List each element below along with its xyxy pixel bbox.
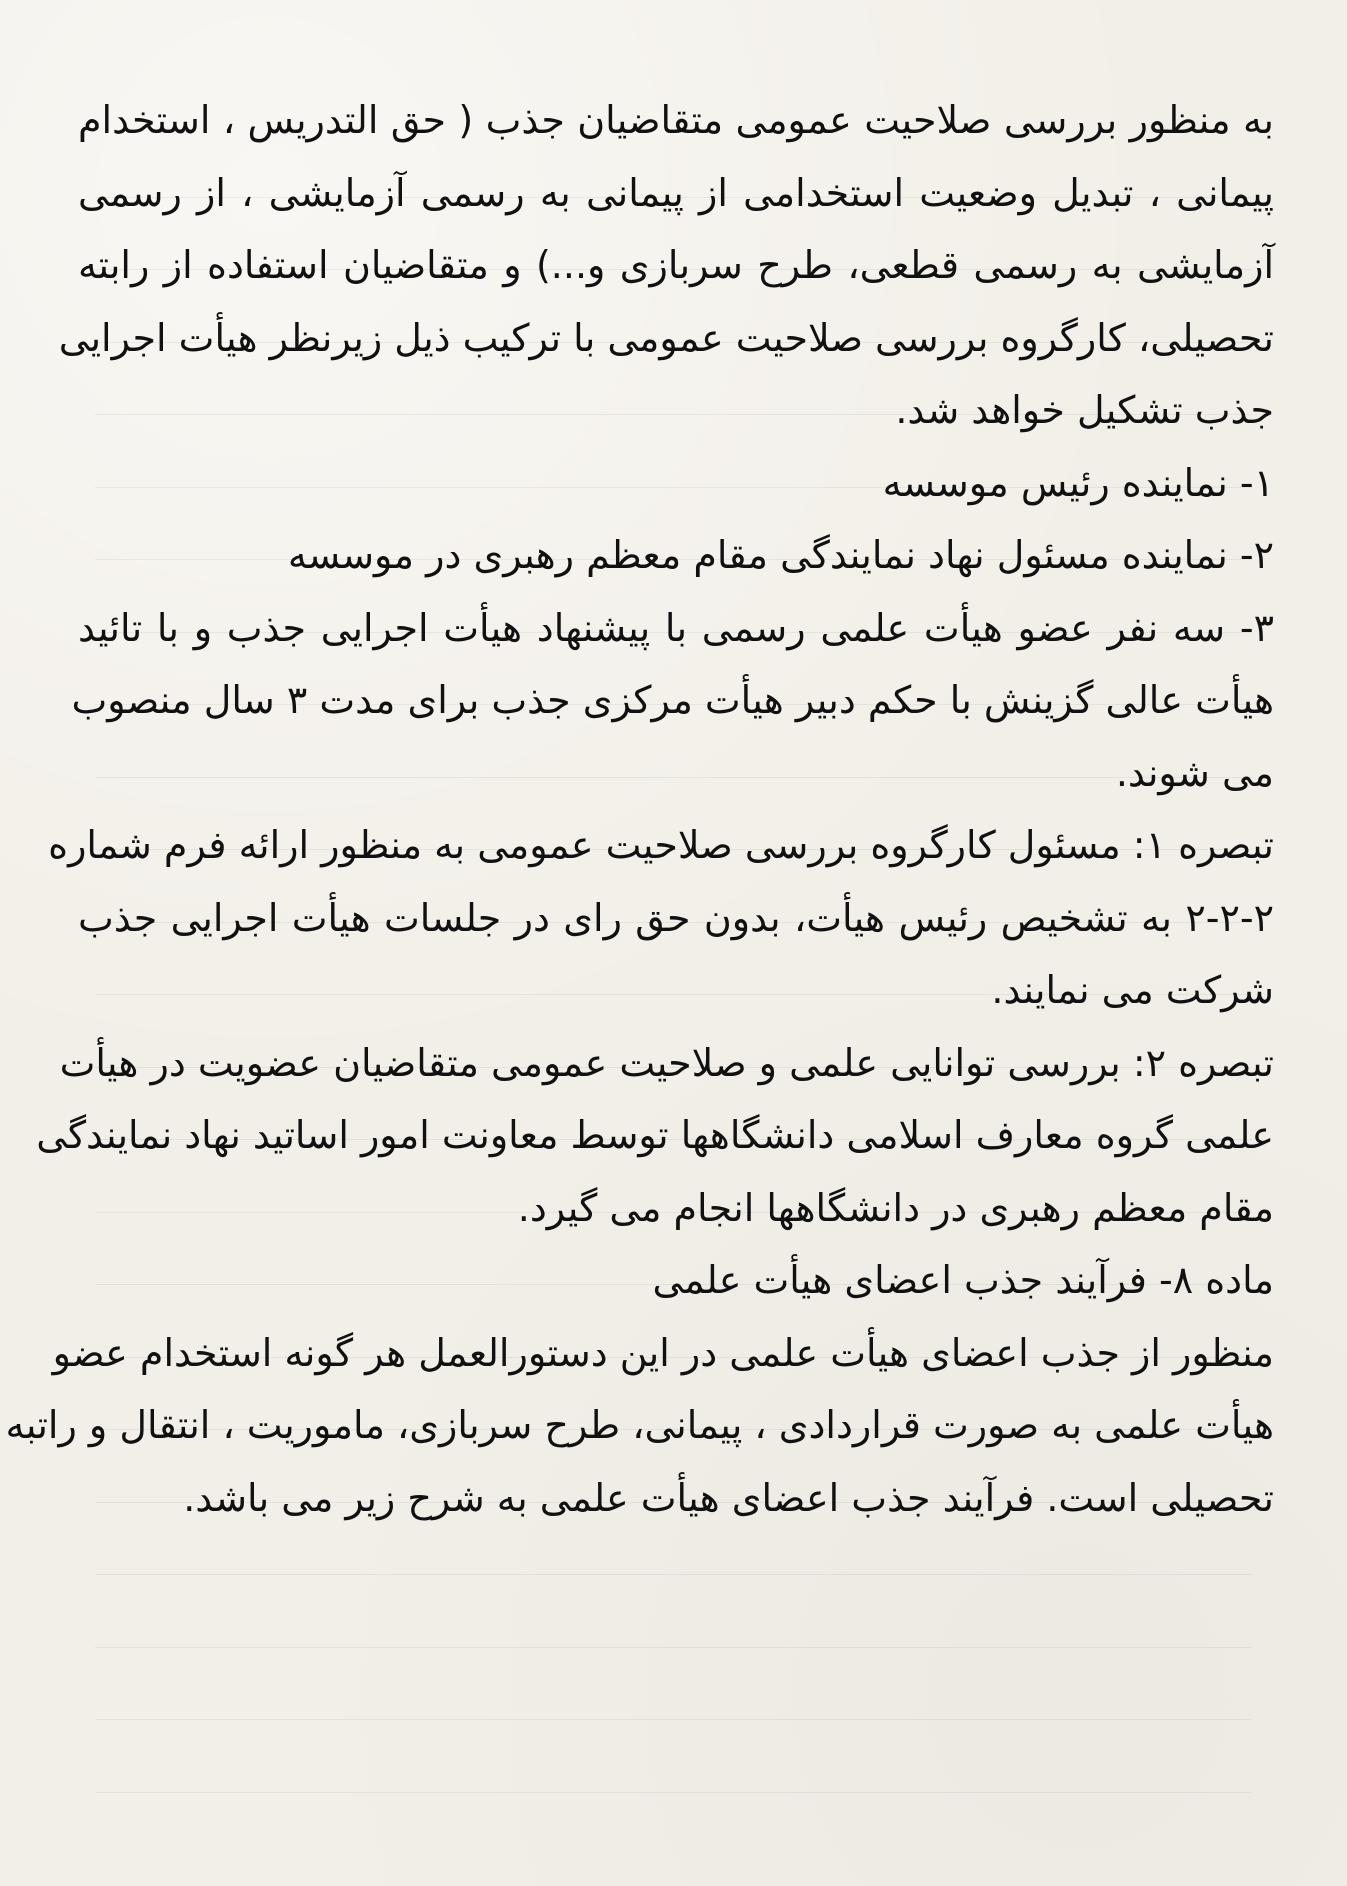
paragraph-line: پیمانی ، تبدیل وضعیت استخدامی از پیمانی به رسمی آزمایشی ، از رسمی — [78, 170, 1274, 215]
list-item-2: ۲- نماینده مسئول نهاد نمایندگی مقام معظم رهبری در موسسه — [287, 533, 1274, 577]
list-item-3-line: هیأت عالی گزینش با حکم دبیر هیأت مرکزی جذب برای مدت ۳ سال منصوب — [71, 678, 1274, 722]
note-1-line: شرکت می نمایند. — [991, 968, 1274, 1012]
list-item-3-line: می شوند. — [1115, 750, 1274, 795]
note-2-line: علمی گروه معارف اسلامی دانشگاهها توسط معاونت امور اساتید نهاد نمایندگی — [36, 1113, 1274, 1157]
paragraph-line: تحصیلی، کارگروه بررسی صلاحیت عمومی با ترکیب ذیل زیرنظر هیأت اجرایی — [58, 315, 1274, 360]
article-8-line: تحصیلی است. فرآیند جذب اعضای هیأت علمی به شرح زیر می باشد. — [183, 1475, 1274, 1520]
note-2-line: تبصره ۲: بررسی توانایی علمی و صلاحیت عمومی متقاضیان عضویت در هیأت — [59, 1040, 1274, 1085]
list-item-1: ۱- نماینده رئیس موسسه — [882, 460, 1274, 505]
article-8-title: ماده ۸- فرآیند جذب اعضای هیأت علمی — [652, 1258, 1274, 1302]
paragraph-line: جذب تشکیل خواهد شد. — [895, 388, 1274, 432]
note-1-line: ۲-۲-۲ به تشخیص رئیس هیأت، بدون حق رای در جلسات هیأت اجرایی جذب — [78, 895, 1274, 940]
list-item-3-line: ۳- سه نفر عضو هیأت علمی رسمی با پیشنهاد هیأت اجرایی جذب و با تائید — [78, 605, 1274, 650]
note-1-line: تبصره ۱: مسئول کارگروه بررسی صلاحیت عمومی به منظور ارائه فرم شماره — [48, 823, 1274, 867]
paragraph-line: به منظور بررسی صلاحیت عمومی متقاضیان جذب ( حق التدریس ، استخدام — [78, 98, 1274, 142]
article-8-line: منظور از جذب اعضای هیأت علمی در این دستورالعمل هر گونه استخدام عضو — [52, 1330, 1274, 1375]
document-text — [5, 84, 1274, 1534]
article-8-line: هیأت علمی به صورت قراردادی ، پیمانی، طرح سربازی، ماموریت ، انتقال و راتبه — [5, 1403, 1274, 1447]
note-2-line: مقام معظم رهبری در دانشگاهها انجام می گیرد. — [517, 1185, 1274, 1230]
paragraph-line: آزمایشی به رسمی قطعی، طرح سربازی و...) و متقاضیان استفاده از رابته — [78, 243, 1274, 287]
